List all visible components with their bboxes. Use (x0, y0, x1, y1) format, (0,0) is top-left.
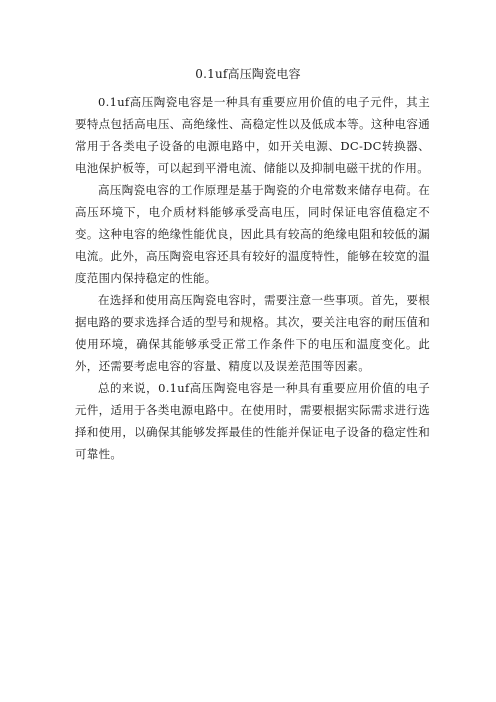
paragraph-1: 0.1uf高压陶瓷电容是一种具有重要应用价值的电子元件，其主要特点包括高电压、高绝缘性、高稳定性以及低成本等。这种电容通常用于各类电子设备的电源电路中，如开关电源、DC-DC转换器、电池保护板等，可以起到平滑电流、储能以及抑制电磁干扰的作用。 (75, 95, 430, 175)
document-title: 0.1uf高压陶瓷电容 (195, 67, 301, 81)
paragraph-2: 高压陶瓷电容的工作原理是基于陶瓷的介电常数来储存电荷。在高压环境下，电介质材料能够承受高电压，同时保证电容值稳定不变。这种电容的绝缘性能优良，因此具有较高的绝缘电阻和较低的漏电流。此外，高压陶瓷电容还具有较好的温度特性，能够在较宽的温度范围内保持稳定的性能。 (75, 183, 430, 285)
paragraph-4: 总的来说，0.1uf高压陶瓷电容是一种具有重要应用价值的电子元件，适用于各类电源电路中。在使用时，需要根据实际需求进行选择和使用，以确保其能够发挥最佳的性能并保证电子设备的稳定性和可靠性。 (75, 381, 430, 461)
paragraph-3: 在选择和使用高压陶瓷电容时，需要注意一些事项。首先，要根据电路的要求选择合适的型号和规格。其次，要关注电容的耐压值和使用环境，确保其能够承受正常工作条件下的电压和温度变化。此外，还需要考虑电容的容量、精度以及误差范围等因素。 (75, 293, 430, 373)
document-body (75, 91, 430, 465)
